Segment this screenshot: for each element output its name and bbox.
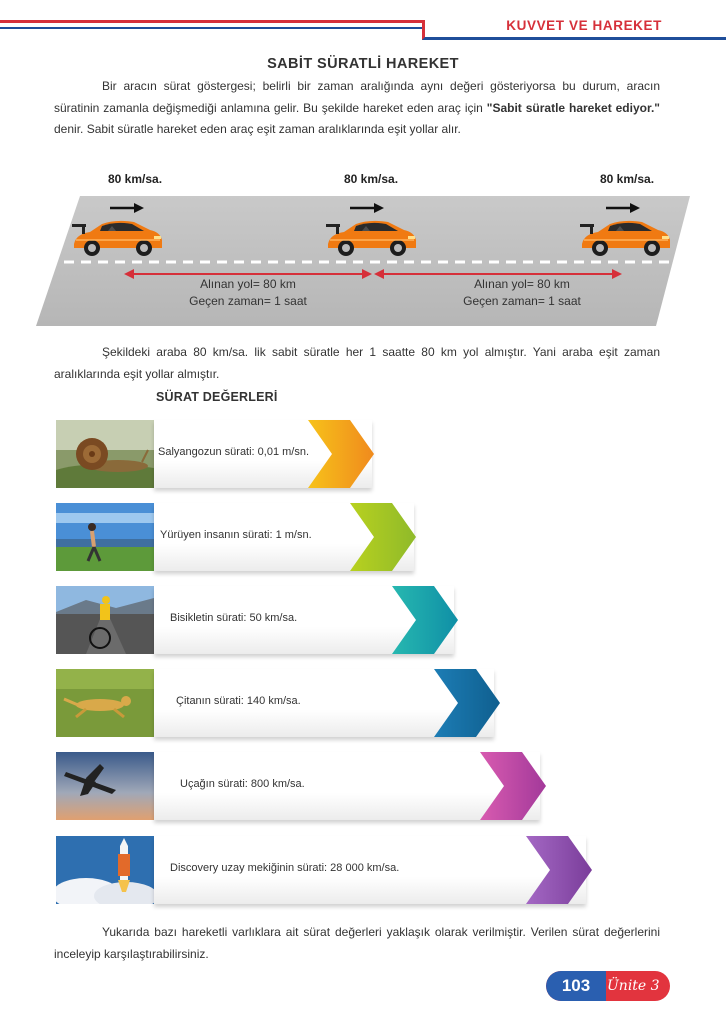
cheetah-photo [56, 669, 154, 737]
closing-paragraph [54, 922, 660, 965]
page-badge [546, 971, 670, 1001]
chevron-icon [524, 832, 594, 908]
segment-distance: Alınan yol= 80 km [200, 277, 296, 291]
section-title: KUVVET VE HAREKET [506, 18, 662, 33]
closing-text: Yukarıda bazı hareketli varlıklara ait sürat değerleri yaklaşık olarak verilmiştir. Verilen sürat değerlerini inceleyip karşılaştırabilirsiniz. [54, 925, 660, 961]
intro-text-2: denir. Sabit süratle hareket eden araç eşit zaman aralıklarında eşit yollar alır. [54, 122, 461, 136]
space-shuttle-photo [56, 836, 154, 904]
page-number: 103 [546, 971, 606, 1001]
unit-label: Ünite 3 [607, 978, 660, 994]
road-figure [0, 0, 726, 340]
walking-person-photo [56, 503, 154, 571]
speed-label: Yürüyen insanın sürati: 1 m/sn. [160, 529, 312, 541]
segment-2-label [442, 276, 602, 310]
speed-label: 80 km/sa. [344, 172, 399, 186]
explanation-text: Şekildeki araba 80 km/sa. lik sabit süratle her 1 saatte 80 km yol almıştır. Yani araba eşit zaman aralıklarında eşit yollar almıştır. [54, 345, 660, 381]
chevron-icon [348, 499, 418, 575]
chevron-icon [432, 665, 502, 741]
speed-label: Salyangozun sürati: 0,01 m/sn. [158, 446, 310, 458]
speed-label: Uçağın sürati: 800 km/sa. [180, 778, 305, 790]
segment-distance: Alınan yol= 80 km [474, 277, 570, 291]
intro-bold: "Sabit süratle hareket ediyor." [486, 100, 660, 115]
speed-label: 80 km/sa. [600, 172, 655, 186]
cyclist-photo [56, 586, 154, 654]
speed-values-title: SÜRAT DEĞERLERİ [156, 390, 278, 404]
chevron-icon [478, 748, 548, 824]
segment-1-label [168, 276, 328, 310]
chevron-icon [390, 582, 460, 658]
speed-label: Çitanın sürati: 140 km/sa. [176, 695, 301, 707]
intro-text-1: Bir aracın sürat göstergesi; belirli bir zaman aralığında aynı değeri gösteriyorsa bu durum, aracın süratinin zamanla değişmediği anlamına gelir. Bu şekilde hareket eden araç için [54, 79, 660, 115]
explanation-paragraph [54, 342, 660, 385]
segment-time: Geçen zaman= 1 saat [463, 294, 581, 308]
snail-photo [56, 420, 154, 488]
chevron-icon [306, 416, 376, 492]
speed-label: Discovery uzay mekiğinin sürati: 28 000 km/sa. [170, 862, 400, 874]
airplane-photo [56, 752, 154, 820]
speed-label: 80 km/sa. [108, 172, 163, 186]
page-title: SABİT SÜRATLİ HAREKET [267, 56, 459, 72]
segment-time: Geçen zaman= 1 saat [189, 294, 307, 308]
speed-label: Bisikletin sürati: 50 km/sa. [170, 612, 298, 624]
